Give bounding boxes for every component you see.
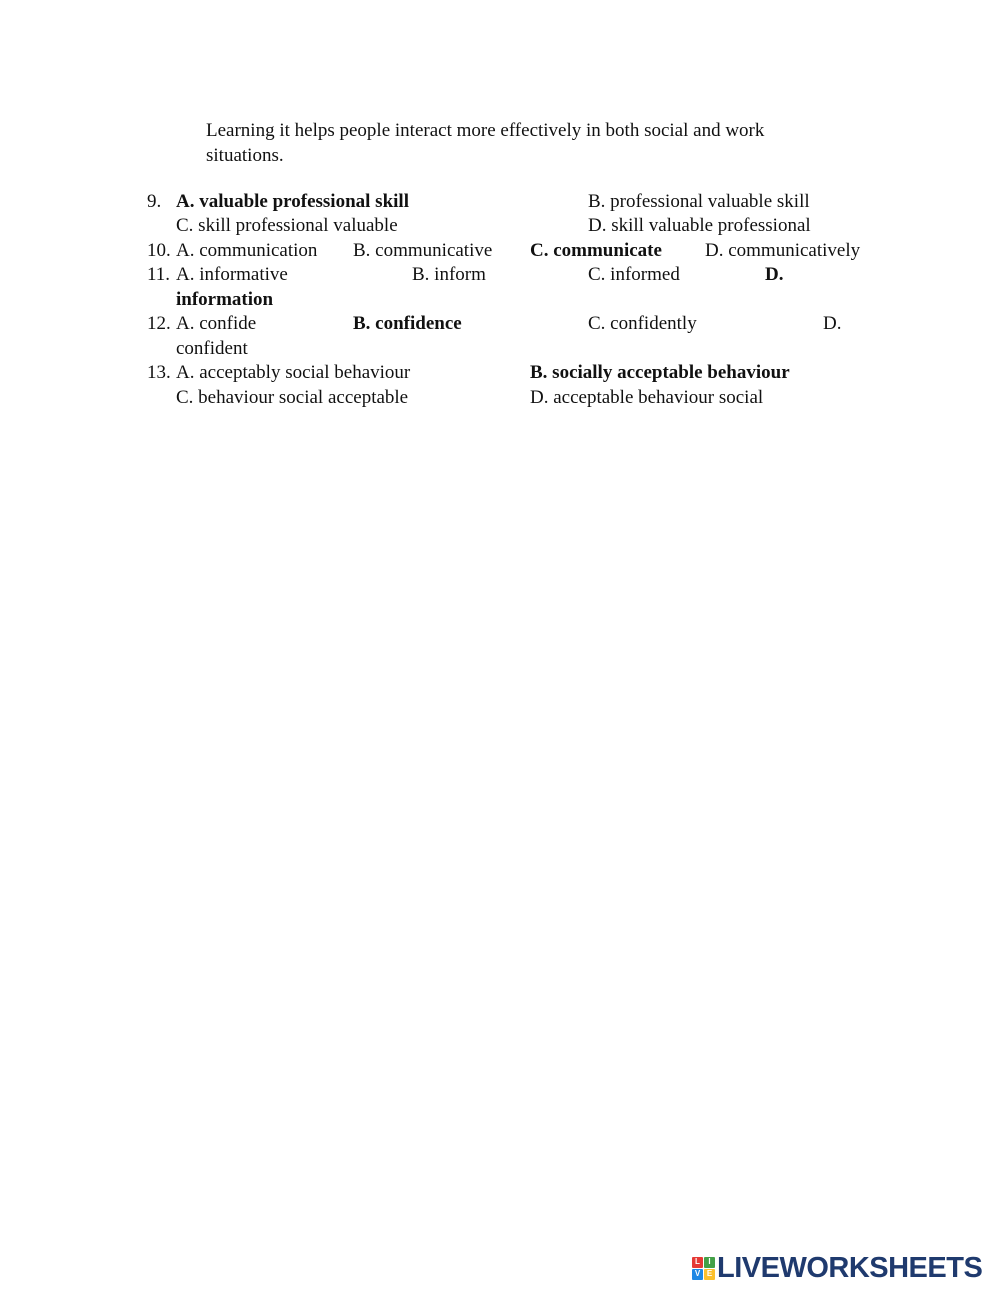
option-d-word[interactable]: confident bbox=[176, 338, 248, 359]
logo-mark-icon bbox=[692, 1257, 715, 1280]
option-d-word-correct[interactable]: information bbox=[176, 289, 274, 310]
question-number: 12. bbox=[147, 313, 171, 334]
logo-letter: L bbox=[692, 1257, 703, 1268]
passage-line-1: Learning it helps people interact more effectively in both social and work bbox=[206, 120, 765, 141]
passage-line-2: situations. bbox=[206, 145, 284, 166]
option-c[interactable]: C. skill professional valuable bbox=[176, 215, 398, 236]
option-b[interactable]: B. communicative bbox=[353, 240, 493, 261]
option-a[interactable]: A. confide bbox=[176, 313, 257, 334]
option-d[interactable]: D. skill valuable professional bbox=[588, 215, 811, 236]
question-number: 11. bbox=[147, 264, 171, 285]
option-b-correct[interactable]: B. socially acceptable behaviour bbox=[530, 362, 790, 383]
option-a[interactable]: A. acceptably social behaviour bbox=[176, 362, 411, 383]
logo-letter: I bbox=[704, 1257, 715, 1268]
question-number: 9. bbox=[147, 191, 162, 212]
logo-letter: V bbox=[692, 1269, 703, 1280]
option-b[interactable]: B. professional valuable skill bbox=[588, 191, 810, 212]
option-c-correct[interactable]: C. communicate bbox=[530, 240, 662, 261]
question-number: 10. bbox=[147, 240, 171, 261]
option-b-correct[interactable]: B. confidence bbox=[353, 313, 462, 334]
logo-letter: E bbox=[704, 1269, 715, 1280]
logo-wordmark: LIVEWORKSHEETS bbox=[717, 1251, 983, 1284]
option-d-label-correct[interactable]: D. bbox=[765, 264, 784, 285]
question-number: 13. bbox=[147, 362, 171, 383]
option-c[interactable]: C. confidently bbox=[588, 313, 697, 334]
option-a[interactable]: A. informative bbox=[176, 264, 288, 285]
option-c[interactable]: C. informed bbox=[588, 264, 680, 285]
option-d-label[interactable]: D. bbox=[823, 313, 842, 334]
option-a-correct[interactable]: A. valuable professional skill bbox=[176, 191, 409, 212]
option-b[interactable]: B. inform bbox=[412, 264, 486, 285]
liveworksheets-logo bbox=[692, 1253, 982, 1283]
option-a[interactable]: A. communication bbox=[176, 240, 318, 261]
option-c[interactable]: C. behaviour social acceptable bbox=[176, 387, 409, 408]
option-d[interactable]: D. communicatively bbox=[705, 240, 861, 261]
option-d[interactable]: D. acceptable behaviour social bbox=[530, 387, 764, 408]
passage-text bbox=[206, 118, 856, 168]
